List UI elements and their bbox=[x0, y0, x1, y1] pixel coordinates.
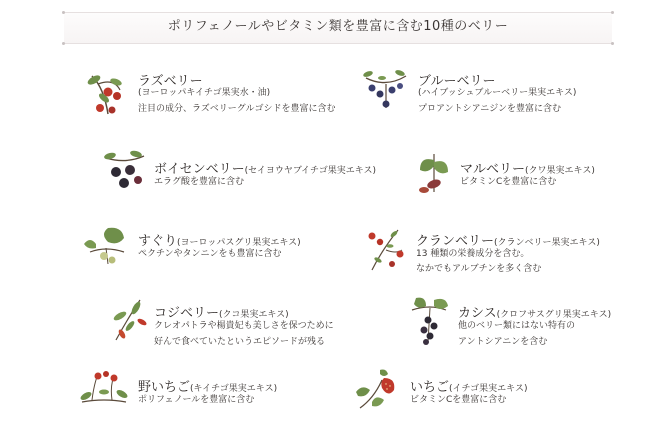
berry-extract: (クワ果実エキス) bbox=[525, 166, 595, 176]
berry-name: クランベリー bbox=[416, 234, 495, 249]
berry-extract: (クコ果実エキス) bbox=[219, 310, 289, 320]
berry-description: 他のベリー類にはない特有の bbox=[458, 321, 576, 331]
goji-berry-icon bbox=[106, 296, 148, 344]
berry-name: コジベリー bbox=[154, 306, 220, 321]
berry-description: アントシアニンを含む bbox=[458, 337, 548, 347]
berry-extract: (ヨーロッパスグリ果実エキス) bbox=[177, 238, 301, 248]
berry-name: ボイセンベリー bbox=[154, 162, 245, 177]
berry-extract: (キイチゴ果実エキス) bbox=[190, 384, 278, 394]
berry-extract: (セイヨウヤブイチゴ果実エキス) bbox=[244, 166, 377, 176]
berry-description: プロアントシアニジンを豊富に含む bbox=[418, 104, 561, 114]
berry-name: 野いちご bbox=[138, 380, 191, 395]
berry-description: クレオパトラや楊貴妃も美しさを保つために bbox=[154, 321, 334, 331]
berry-description: ポリフェノールを豊富に含む bbox=[138, 395, 255, 405]
mulberry-icon bbox=[414, 150, 454, 196]
berry-description: ビタミンCを豊富に含む bbox=[410, 395, 507, 405]
berry-description: 好んで食べていたというエピソードが残る bbox=[154, 337, 326, 347]
gooseberry-icon bbox=[82, 222, 130, 266]
berry-name: カシス bbox=[458, 306, 497, 321]
berry-extract: (ハイブッシュブルーベリー果実エキス) bbox=[418, 88, 577, 98]
cranberry-icon bbox=[364, 224, 406, 274]
berry-description: 13 種類の栄養成分を含む。 bbox=[416, 249, 530, 259]
berry-name: すぐり bbox=[138, 234, 178, 249]
berry-extract: (イチゴ果実エキス) bbox=[449, 384, 528, 394]
berry-description: エラグ酸を豊富に含む bbox=[154, 177, 245, 187]
berry-name: ラズベリー bbox=[138, 74, 203, 89]
banner-corner-dot bbox=[62, 42, 65, 45]
berry-description: 注目の成分、ラズベリーグルゴシドを豊富に含む bbox=[138, 104, 336, 114]
banner-corner-dot bbox=[611, 42, 614, 45]
page-title: ポリフェノールやビタミン類を豊富に含む10種のベリー bbox=[167, 19, 509, 34]
berry-name: ブルーベリー bbox=[418, 74, 496, 89]
berry-name: いちご bbox=[410, 380, 450, 395]
boysenberry-icon bbox=[102, 150, 148, 192]
berry-name: マルベリー bbox=[460, 162, 526, 177]
blueberry-icon bbox=[360, 68, 412, 112]
berry-extract: (ヨーロッパキイチゴ果実水・油) bbox=[138, 88, 271, 98]
berry-description: ビタミンCを豊富に含む bbox=[460, 177, 557, 187]
strawberry-icon bbox=[354, 368, 402, 412]
berry-extract: (クランベリー果実エキス) bbox=[494, 238, 600, 248]
berry-description: ペクチンやタンニンをも豊富に含む bbox=[138, 249, 282, 259]
wild-strawberry-icon bbox=[78, 368, 130, 408]
berry-description: なかでもアルブチンを多く含む bbox=[416, 264, 542, 274]
cassis-icon bbox=[406, 296, 452, 346]
berry-extract: (クロフサスグリ果実エキス) bbox=[496, 310, 612, 320]
raspberry-icon bbox=[84, 68, 132, 120]
